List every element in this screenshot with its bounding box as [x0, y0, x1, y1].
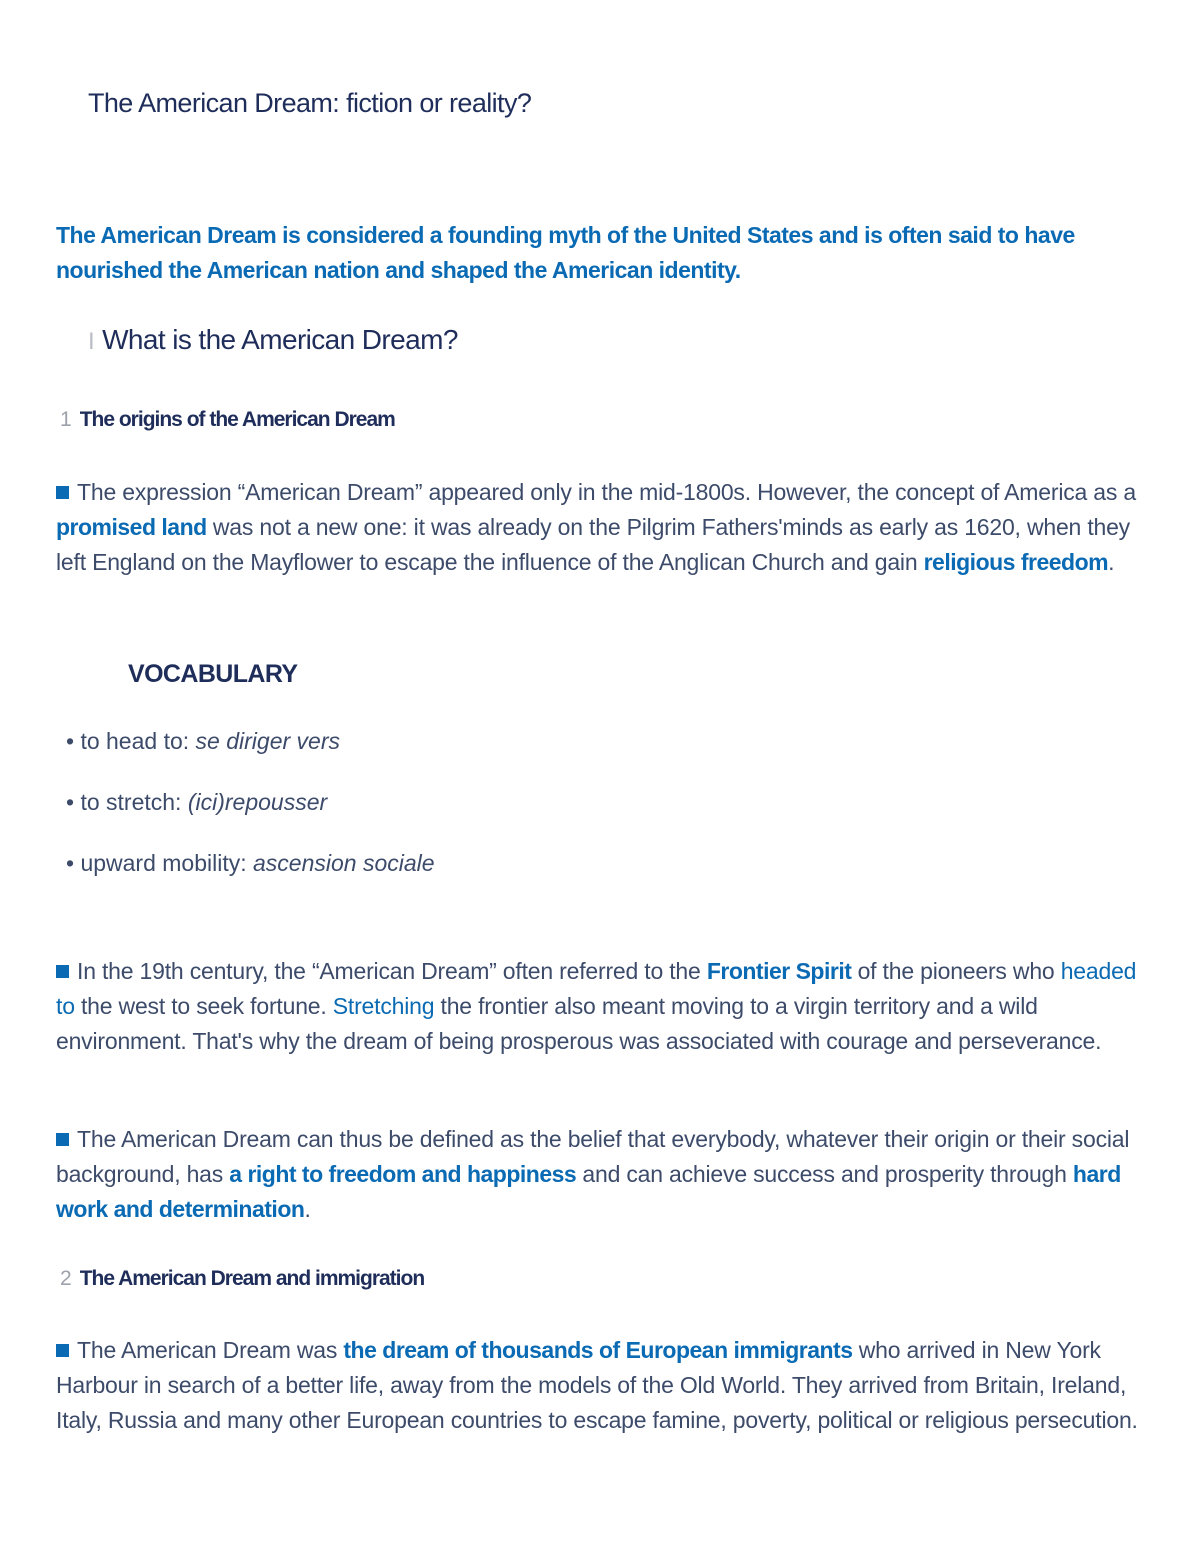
section-heading-origins	[60, 408, 395, 432]
section-title: The American Dream and immigration	[79, 1267, 425, 1290]
section-heading-immigration	[60, 1267, 424, 1291]
text-run: The expression “American Dream” appeared only in the mid-1800s. However, the concept of America as a	[77, 479, 1136, 505]
part-numeral: I	[88, 328, 95, 355]
vocabulary-item	[66, 728, 340, 755]
paragraph-definition	[56, 1122, 1156, 1227]
intro-paragraph: The American Dream is considered a founding myth of the United States and is often said to have nourished the American nation and shaped the American identity.	[56, 222, 1075, 283]
square-bullet-icon	[56, 1133, 69, 1146]
paragraph-frontier	[56, 954, 1156, 1059]
vocabulary-word: Stretching	[332, 993, 435, 1019]
square-bullet-icon	[56, 486, 69, 499]
text-run: .	[304, 1196, 311, 1222]
keyword: the dream of thousands of European immigrants	[343, 1337, 853, 1363]
paragraph-origins	[56, 475, 1156, 580]
keyword: a right to freedom and happiness	[229, 1161, 577, 1187]
vocabulary-word: headed to	[56, 958, 1137, 1019]
vocabulary-translation: (ici)repousser	[187, 789, 328, 815]
part-heading	[88, 324, 458, 356]
paragraph-immigration	[56, 1333, 1156, 1438]
vocabulary-term: • to head to:	[66, 728, 196, 754]
vocabulary-term: • to stretch:	[66, 789, 188, 815]
text-run: The American Dream was	[77, 1337, 344, 1363]
text-run: The American Dream can thus be defined as the belief that everybody, whatever their origin or their social background, has	[56, 1126, 1130, 1187]
square-bullet-icon	[56, 1344, 69, 1357]
text-run: the west to seek fortune.	[74, 993, 333, 1019]
text-run: and can achieve success and prosperity through	[576, 1161, 1073, 1187]
text-run: the frontier also meant moving to a virgin territory and a wild environment. That's why the dream of being prosperous was associated with courage and perseverance.	[56, 993, 1102, 1054]
text-run: who arrived in New York Harbour in search of a better life, away from the models of the Old World. They arrived from Britain, Ireland, Italy, Russia and many other European countries to escape famine, poverty, political or religious persecution.	[56, 1337, 1138, 1433]
vocabulary-translation: se diriger vers	[195, 728, 340, 754]
vocabulary-title: VOCABULARY	[128, 660, 298, 688]
text-run: In the 19th century, the “American Dream” often referred to the	[77, 958, 707, 984]
keyword: hard work and determination	[56, 1161, 1121, 1222]
keyword: Frontier Spirit	[706, 958, 852, 984]
section-number: 1	[60, 408, 72, 431]
part-title: What is the American Dream?	[102, 324, 458, 355]
keyword: religious freedom	[923, 549, 1109, 575]
vocabulary-item	[66, 789, 327, 816]
text-run: of the pioneers who	[851, 958, 1061, 984]
text-run: was not a new one: it was already on the Pilgrim Fathers'minds as early as 1620, when they left England on the Mayflower to escape the influence of the Anglican Church and gain	[56, 514, 1130, 575]
square-bullet-icon	[56, 965, 69, 978]
text-run: .	[1108, 549, 1115, 575]
section-title: The origins of the American Dream	[79, 408, 395, 431]
vocabulary-term: • upward mobility:	[66, 850, 254, 876]
section-number: 2	[60, 1267, 72, 1290]
keyword: promised land	[56, 514, 207, 540]
vocabulary-translation: ascension sociale	[253, 850, 435, 876]
vocabulary-item	[66, 850, 435, 877]
page-title: The American Dream: fiction or reality?	[88, 88, 532, 118]
